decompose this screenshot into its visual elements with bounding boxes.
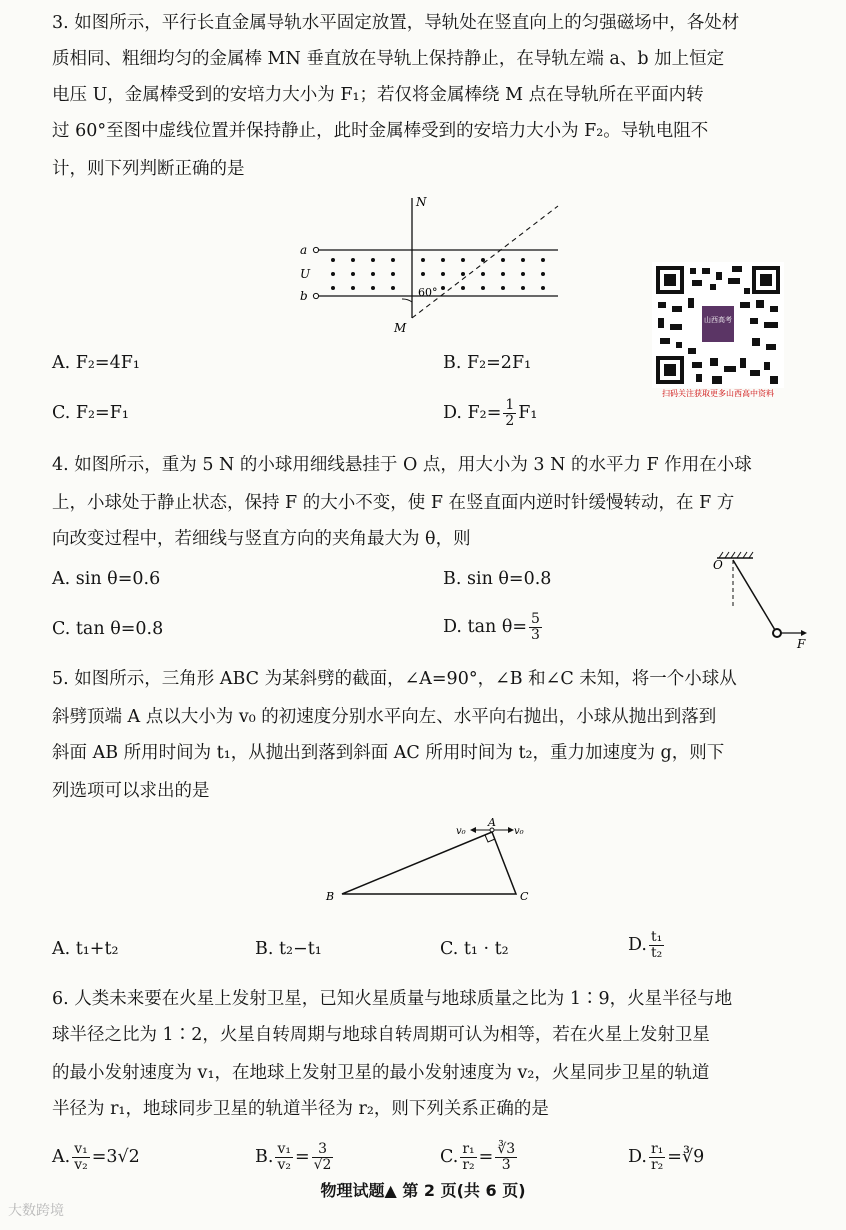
label-b: B	[326, 890, 335, 903]
q5-line-4: 列选项可以求出的是	[52, 781, 210, 801]
q4-line-1: 4. 如图所示，重为 5 N 的小球用细线悬挂于 O 点，用大小为 3 N 的水平力 F 作用在小球	[52, 455, 752, 475]
fraction: $\frac{\text{r₁}}{\text{r₂}}$	[650, 1141, 664, 1173]
rotated-rod-dashed	[412, 206, 558, 318]
q5-line-3: 斜面 AB 所用时间为 t₁，从抛出到落到斜面 AC 所用时间为 t₂，重力加速度为 g，则下	[52, 743, 725, 763]
label-m: M	[394, 321, 407, 335]
q5-line-1: 5. 如图所示，三角形 ABC 为某斜劈的截面，∠A=90°，∠B 和∠C 未知，将一个小球从	[52, 669, 737, 689]
q3-line-5: 计，则下列判断正确的是	[52, 159, 245, 179]
q5-option-b: B. t₂−t₁	[255, 939, 322, 959]
q3-line-3: 电压 U，金属棒受到的安培力大小为 F₁；若仅将金属棒绕 M 点在导轨所在平面内转	[52, 85, 704, 105]
q6-option-a: A. $\frac{\text{v₁}}{\text{v₂}}$ =3√2	[52, 1141, 140, 1173]
q3-option-b: B. F₂=2F₁	[443, 353, 532, 373]
watermark: 大数跨境	[8, 1203, 64, 1219]
q3-rail-figure	[280, 190, 570, 340]
terminal-a	[313, 247, 318, 252]
q6-option-d: D. $\frac{\text{r₁}}{\text{r₂}}$ =∛9	[628, 1141, 705, 1173]
label-u: U	[300, 267, 311, 281]
q3-line-1: 3. 如图所示，平行长直金属导轨水平固定放置，导轨处在竖直向上的匀强磁场中，各处材	[52, 13, 740, 33]
q4-option-b: B. sin θ=0.8	[443, 569, 552, 589]
q6-line-2: 球半径之比为 1∶2，火星自转周期与地球自转周期可认为相等，若在火星上发射卫星	[52, 1025, 710, 1045]
q4-line-2: 上，小球处于静止状态，保持 F 的大小不变，使 F 在竖直面内逆时针缓慢转动，在 F 方	[52, 493, 735, 513]
q5-option-a: A. t₁+t₂	[52, 939, 119, 959]
fraction: $\frac{\text{t₁}}{\text{t₂}}$	[650, 929, 663, 961]
label-o: O	[713, 558, 723, 572]
q6-option-b: B. $\frac{\text{v₁}}{\text{v₂}}$ = $\frac{3}{√2}$	[255, 1141, 332, 1173]
qr-code-icon[interactable]	[652, 262, 784, 388]
label-c: C	[520, 890, 529, 903]
page-footer: 物理试题▲ 第 2 页(共 6 页)	[320, 1181, 526, 1200]
q6-line-4: 半径为 r₁，地球同步卫星的轨道半径为 r₂，则下列关系正确的是	[52, 1099, 549, 1119]
label-v-left: v₀	[456, 826, 466, 837]
q3-line-4: 过 60°至图中虚线位置并保持静止，此时金属棒受到的安培力大小为 F₂。导轨电阻不	[52, 121, 709, 141]
string	[733, 560, 775, 630]
q6-line-1: 6. 人类未来要在火星上发射卫星，已知火星质量与地球质量之比为 1∶9，火星半径与地	[52, 989, 733, 1009]
q5-option-c: C. t₁ · t₂	[440, 939, 509, 959]
fraction: $\frac{1}{2}$	[505, 397, 515, 429]
label-f: F	[797, 637, 806, 651]
q4-option-c: C. tan θ=0.8	[52, 619, 164, 639]
qr-center-label: 山西高考	[704, 316, 732, 324]
magnetic-field-dots	[331, 258, 545, 290]
q5-option-d: D. $\frac{\text{t₁}}{\text{t₂}}$	[628, 929, 663, 961]
q4-pendulum-figure	[705, 548, 815, 653]
fraction: $\frac{\text{v₁}}{\text{v₂}}$	[277, 1141, 291, 1173]
q3-option-a: A. F₂=4F₁	[52, 353, 140, 373]
q5-wedge-figure	[320, 818, 550, 910]
q4-option-d: D. tan θ= $\frac{5}{3}$	[443, 611, 540, 643]
label-a: A	[488, 818, 496, 829]
q6-option-c: C. $\frac{\text{r₁}}{\text{r₂}}$ = $\frac{∛3}{3}$	[440, 1141, 516, 1173]
label-angle: 60°	[418, 286, 438, 299]
q6-line-3: 的最小发射速度为 v₁，在地球上发射卫星的最小发射速度为 v₂，火星同步卫星的轨道	[52, 1063, 710, 1083]
label-b: b	[300, 289, 308, 303]
qr-caption: 扫码关注获取更多山西高中资料	[662, 389, 774, 398]
q5-line-2: 斜劈顶端 A 点以大小为 v₀ 的初速度分别水平向左、水平向右抛出，小球从抛出到落到	[52, 707, 717, 727]
fraction: $\frac{5}{3}$	[531, 611, 540, 643]
label-v-right: v₀	[514, 826, 524, 837]
q3-option-d: D. F₂= $\frac{1}{2}$ F₁	[443, 397, 538, 429]
q4-line-3: 向改变过程中，若细线与竖直方向的夹角最大为 θ，则	[52, 529, 471, 549]
fraction: $\frac{\text{r₁}}{\text{r₂}}$	[462, 1141, 475, 1173]
angle-arc	[402, 299, 412, 302]
q3-option-c: C. F₂=F₁	[52, 403, 129, 423]
fraction: $\frac{3}{√2}$	[313, 1141, 332, 1173]
q4-option-a: A. sin θ=0.6	[52, 569, 161, 589]
fraction: $\frac{\text{v₁}}{\text{v₂}}$	[74, 1141, 88, 1173]
fraction: $\frac{∛3}{3}$	[497, 1141, 516, 1173]
label-n: N	[416, 195, 427, 209]
label-a: a	[300, 243, 308, 257]
q3-line-2: 质相同、粗细均匀的金属棒 MN 垂直放在导轨上保持静止，在导轨左端 a、b 加上恒定	[52, 49, 725, 69]
ball	[773, 629, 781, 637]
terminal-b	[313, 293, 318, 298]
